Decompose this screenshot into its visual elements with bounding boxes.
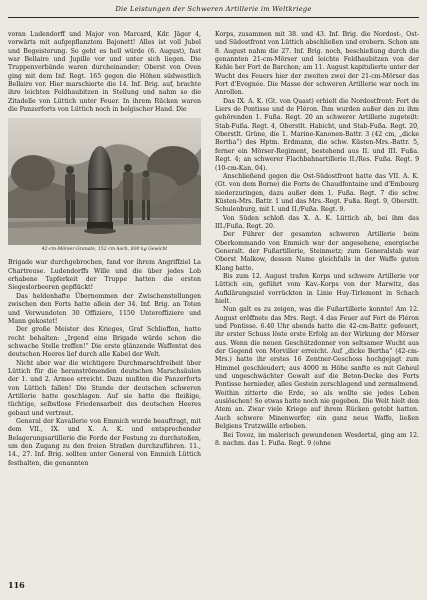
- right-paragraph-1: Das IX. A. K. (Gt. von Quast) erhielt die Nordostfront: Fort de Liers de Pontisse und de Fléron. Ihm wurden außer den zu ihm gehörenden 1. Fußa. Regt. 20 an schwerer Artillerie zugeteilt: Stab-Fußa. Regt. 4, Oberstlt. Habicht, und Stab-Fußa. Regt. 20, Oberstlt. Grüne, die 1. Marine-Kanonen-Battr. 3 (42 cm, „dicke Bertha“) des Hptm. Erdmann, die schw. Küsten-Mrs.-Battr. 5, ferner ein Mörser-Regiment, bestehend aus II. und III. Fußa. Regt. 4; an schwerer Flachbahnartillerie II./Res. Fußa. Regt. 9 (10-cm-Kan. 04).: [215, 97, 419, 172]
- left-column: [8, 31, 201, 468]
- left-paragraph-3: Der große Meister des Krieges, Graf Schlieffen, hatte recht behalten: „Irgend eine Brigade würde schon die schwache Stelle treffen!“ Die erste glänzende Waffentat des deutschen Heeres lief durch alle Kabel der Welt.: [8, 326, 201, 359]
- right-paragraph-2: Anschließend gegen die Ost-Südostfront hatte das VII. A. K. (Gt. von dem Borne) die Forts de Chaudfontaine und d'Embourg niederzuringen, dazu außer dem 1. Fußa. Regt. 7 die schw. Küsten-Mrs. Battr. 1 und das Mrs.-Regt. Fußa. Regt. 9, Oberstlt. Schulenburg, mit I. und II./Fußa. Regt. 9.: [215, 172, 419, 214]
- left-paragraph-intro: voran Ludendorff und Major von Marcard, Kdr. Jäger 4, vorwärts mit aufgepflanztem Bajonett! Alles ist voll Jubel und Begeisterung. So geht es hell würde (6. August), fast war Bellaire und Jupille vor und unter sich liegen. Die Truppenverbände waren durcheinander; Oberst von Oven ging mit dem Inf. Regt. 165 gegen die Höhen südwestlich Bellaire vor. Hier marschierte die 14. Inf. Brig. auf, brachte ihre leichten Feldhaubitzen in Stellung und nahm so die Zitadelle von Lüttich unter Feuer. In ihrem Rücken waren die Panzerforts von Lüttich noch in belgischer Hand. Die: [8, 31, 201, 114]
- left-paragraph-2: Das heldenhafte Übernommen der Zwischenstellungen zwischen den Forts hatte allein der 34. Inf. Brig. an Toten und Verwundeten 30 Offiziere, 1150 Unteroffiziere und Mann gekostet!: [8, 292, 201, 325]
- right-paragraph-intro: Korps, zusammen mit 38. und 43. Inf. Brig. die Nordost-, Ost- und Südostfront von Lüttich abschließen und erobern. Schon am 8. August nahm die 27. Inf. Brig. noch, beschießung durch die genannten 21-cm-Mörser und leichte Feldhaubitzen von der Kehle her Fort de Barchon; am 11. August kapitulierte unter der Wucht des Feuers hier der zweiten zwei der 21-cm-Mörser das Fort d'Evegnée. Die Masse der schweren Artillerie war noch im Anrollen.: [215, 31, 419, 97]
- left-paragraph-5: General der Kavallerie von Emmich wurde beauftragt, mit dem VII., IX. und X. A. K. und entsprechender Belagerungsartillerie die Forde der Festung zu durchstoßen, um den Zugang zu den freien Straßen durchzuführen. 11., 14., 27. Inf. Brig. sollten unter General von Emmich Lüttich festhalten, die genannten: [8, 417, 201, 467]
- left-paragraph-4: Nicht aber war die wichtigere Durchmarschfreiheit über Lüttich für die heranströmenden deutschen Marschsäulen der 1. und 2. Armee erreicht. Dazu mußten die Panzerforts von Lüttich fallen! Die Stunde der deutschen schweren Artillerie hatte geschlagen. Auf sie hatte die fleißige, tüchtige, selbstlose Friedensarbeit des deutschen Heeres gebaut und vertraut.: [8, 359, 201, 417]
- right-paragraph-5: Bis zum 12. August trafen Korps und schwere Artillerie vor Lüttich ein, geführt vom Kav.-Korps von der Marwitz, das Aufklärungsziel vorrückten in Linie Huy-Tirlemont in Schach hielt.: [215, 272, 419, 305]
- page-number: 116: [8, 580, 25, 590]
- figure-caption: 42-cm-Mörser-Granate, 152 cm hoch, 800 kg Gewicht: [41, 247, 168, 253]
- right-paragraph-6: Nun galt es zu zeigen, was die Fußartillerie konnte! Am 12. August eröffnete das Mrs. Regt. 4 das Feuer auf Fort de Fléron und Pontisse. 6.40 Uhr abends hatte die 42-cm-Battr. gefeuert, ihr erster Schuss löste erste Erfolg an der Wirkung der Mörser aus. Wenn die neuen Geschützdonner von seltsamer Wucht aus der Gegend von Morviller erreicht. Auf „dicke Bertha“ (42-cm-Mrs.) hatte ihr erstes 16 Zentner-Geschoss hochgejagt zum Himmel geschleudert; aus 4000 m Höhe sanfte es mit Geheul und ungeschwächter Gewalt auf die Beton-Decke des Forts Pontisse hernieder, alles Gestein zerschlagend und zermalmend. Weithin zitterte die Erde, so als wollte sie jedes Leben auslöschen! So etwas hatte noch nie gegeben. Die Welt hielt den Atem an. Zwar viele Kriege auf ihrem Rücken getobt hatten. Auch schwere Minenwerfer, ein ganz neue Waffe, ließen Belgiens Trutzwälle erbeben.: [215, 306, 419, 431]
- left-paragraph-1: Brigade war durchgebrochen, fand vor ihrem Angriffziel La Chartreuse. Ludendorffs Wille und die über jedes Lob erhabene Tapferkeit der Truppe hatten die ersten Siegeslorbeeren gepflückt!: [8, 259, 201, 292]
- right-paragraph-4: Der Führer der gesamten schweren Artillerie beim Oberkommando von Emmich war der angesehene, energische Generalt. der Fußartillerie, Steinmetz; zum Generalstab war Oberst Malkow, dessen Name gleichfalls in der Waffe guten Klang hatte.: [215, 231, 419, 272]
- right-paragraph-7: Bei Tovoz, im malerisch gewundenen Wesdertal, ging am 12. 8. nachm. das 1. Fußa. Regt. 9 (ohne: [215, 431, 419, 447]
- standing-soldier-right: [123, 164, 133, 224]
- right-column: [215, 31, 419, 448]
- standing-soldier-left: [65, 166, 75, 224]
- right-paragraph-3: Von Süden schloß das X. A. K. Lüttich ab, bei ihm das III./Fußa. Regt. 20.: [215, 214, 419, 230]
- running-header: Die Leistungen der Schweren Artillerie im Weltkriege: [8, 3, 419, 18]
- photo-mortar-shell: [8, 118, 201, 245]
- photo-illustration: [8, 118, 201, 245]
